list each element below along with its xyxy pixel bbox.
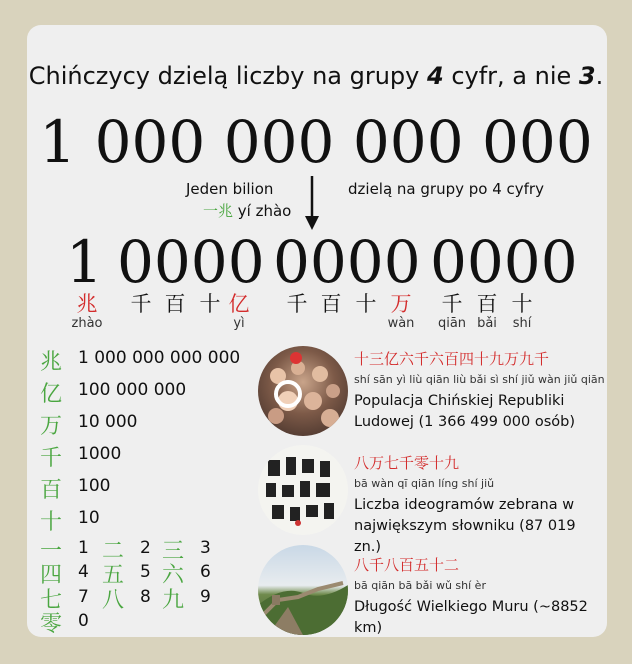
place-char: 千	[441, 292, 463, 316]
example-hanzi: 八万七千零十九	[354, 454, 460, 472]
place-char: 千	[130, 292, 152, 316]
place-pinyin: wàn	[387, 316, 415, 331]
digit-char: 二	[102, 539, 125, 564]
unit-value: 100	[78, 476, 111, 496]
digit-value: 8	[140, 587, 151, 607]
group-3: 0000	[273, 228, 421, 296]
digit-value: 5	[140, 562, 151, 582]
place-pinyin: bǎi	[477, 316, 497, 331]
down-arrow-icon	[302, 176, 322, 232]
unit-value: 10	[78, 508, 100, 528]
place-char: 十	[199, 292, 221, 316]
digit-value: 6	[200, 562, 211, 582]
label-bilion: Jeden bilion	[186, 180, 274, 198]
digit-value: 4	[78, 562, 89, 582]
example-pinyin: bā wàn qī qiān líng shí jiǔ	[354, 477, 495, 490]
unit-char: 十	[40, 510, 63, 535]
digit-char: 一	[40, 539, 63, 564]
place-pinyin: zhào	[71, 316, 103, 331]
example-description: Długość Wielkiego Muru (~8852 km)	[354, 599, 588, 636]
label-groups: dzielą na grupy po 4 cyfry	[348, 180, 544, 198]
crowd-photo	[258, 346, 348, 436]
place-char: 百	[476, 292, 498, 316]
place-char: 亿	[228, 292, 250, 316]
example-pinyin: shí sān yì liù qiān liù bǎi sì shí jiǔ wàn jiǔ qiān	[354, 373, 605, 386]
digit-value: 1	[78, 538, 89, 558]
place-char: 千	[286, 292, 308, 316]
unit-char: 万	[40, 414, 63, 439]
digit-value: 2	[140, 538, 151, 558]
digit-value: 0	[78, 611, 89, 631]
example-pinyin: bā qiān bā bǎi wǔ shí èr	[354, 579, 486, 592]
group-4: 0000	[430, 228, 578, 296]
label-zhao: 一兆 yí zhào	[203, 202, 292, 220]
place-char: 万	[390, 292, 412, 316]
unit-value: 100 000 000	[78, 380, 187, 400]
unit-value: 1000	[78, 444, 122, 464]
group-1: 1	[66, 228, 103, 296]
example-description: Populacja Chińskiej Republiki Ludowej (1 366 499 000 osób)	[354, 393, 576, 430]
digit-char: 零	[40, 612, 63, 637]
digit-char: 三	[162, 539, 185, 564]
place-char: 十	[355, 292, 377, 316]
place-char: 百	[164, 292, 186, 316]
place-pinyin: shí	[512, 316, 532, 331]
example-hanzi: 十三亿六千六百四十九万九千	[354, 350, 550, 368]
big-number: 1 000 000 000 000	[39, 108, 593, 176]
digit-char: 九	[162, 588, 185, 613]
digit-value: 7	[78, 587, 89, 607]
page-title: Chińczycy dzielą liczby na grupy 4 cyfr, a nie 3.	[28, 62, 604, 90]
example-hanzi: 八千八百五十二	[354, 556, 460, 574]
digit-char: 四	[40, 563, 63, 588]
digit-char: 六	[162, 563, 185, 588]
unit-value: 1 000 000 000 000	[78, 348, 241, 368]
dictionary-photo	[258, 445, 348, 535]
great-wall-photo	[258, 545, 348, 635]
unit-char: 亿	[40, 382, 63, 407]
group-2: 0000	[117, 228, 265, 296]
place-pinyin: qiān	[437, 316, 467, 331]
digit-value: 9	[200, 587, 211, 607]
unit-value: 10 000	[78, 412, 138, 432]
digit-char: 七	[40, 588, 63, 613]
place-char: 兆	[76, 292, 98, 316]
unit-char: 百	[40, 478, 63, 503]
digit-char: 八	[102, 588, 125, 613]
unit-char: 千	[40, 446, 63, 471]
digit-value: 3	[200, 538, 211, 558]
place-char: 百	[320, 292, 342, 316]
digit-char: 五	[102, 563, 125, 588]
example-description: Liczba ideogramów zebrana w największym słowniku (87 019 zn.)	[354, 497, 576, 555]
place-char: 十	[511, 292, 533, 316]
unit-char: 兆	[40, 350, 63, 375]
place-pinyin: yì	[233, 316, 245, 331]
